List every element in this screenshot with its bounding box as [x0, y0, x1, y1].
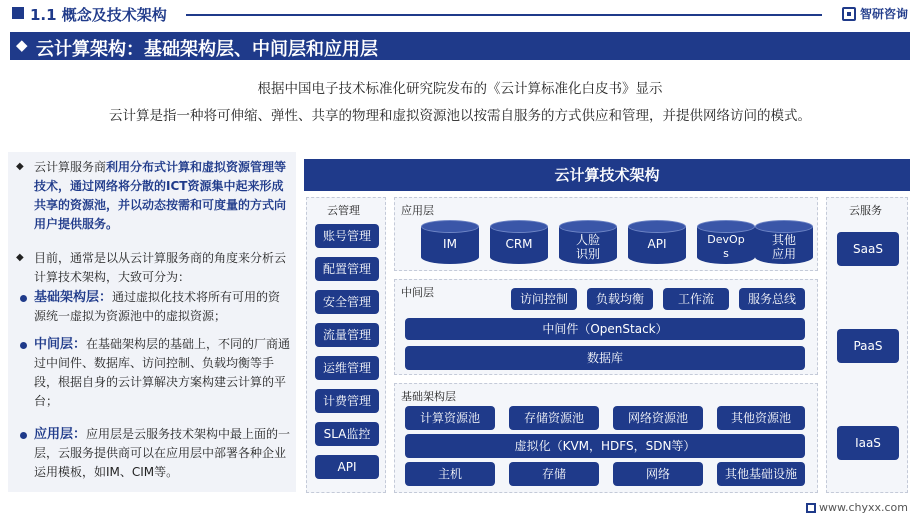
architecture-diagram: [304, 159, 910, 495]
mgmt-item: 配置管理: [315, 257, 379, 281]
term-mid-layer: 中间层：: [34, 337, 87, 352]
mid-layer-box: [394, 279, 818, 375]
mgmt-column: [306, 197, 386, 493]
resource-pool: 存储资源池: [509, 406, 599, 430]
bullet-dot-icon: [20, 432, 27, 439]
mgmt-item: 计费管理: [315, 389, 379, 413]
bullet-dot-icon: [20, 295, 27, 302]
hardware-item: 其他基础设施: [717, 462, 805, 486]
base-layer-box: [394, 383, 818, 493]
brand-name: 智研咨询: [859, 7, 908, 21]
bullet-dot-icon: [20, 342, 27, 349]
middleware-bar: 中间件（OpenStack）: [405, 318, 805, 340]
mgmt-item: 安全管理: [315, 290, 379, 314]
mid-item: 工作流: [663, 288, 729, 310]
virtualization-bar: 虚拟化（KVM，HDFS，SDN等）: [405, 434, 805, 458]
app-cylinder: [697, 220, 755, 264]
app-layer-label: 应用层: [401, 204, 434, 217]
item-mid-layer: [34, 335, 292, 411]
app-cylinder-label: CRM: [505, 237, 533, 251]
services-column: [826, 197, 908, 493]
term-app-layer: 应用层：: [34, 427, 87, 442]
mid-item: 访问控制: [511, 288, 577, 310]
intro-line-2: 云计算是指一种将可伸缩、弹性、共享的物理和虚拟资源池以按需自服务的方式供应和管理，并提供网络访问的模式。: [109, 108, 811, 124]
app-cylinder-label: IM: [443, 237, 457, 251]
app-cylinder: [421, 220, 479, 264]
brand-logo-icon: [842, 7, 856, 21]
section-marker: [12, 7, 24, 19]
mid-layer-label: 中间层: [401, 286, 434, 299]
app-cylinder-label: DevOp s: [707, 233, 745, 260]
page-title: 云计算架构：基础架构层、中间层和应用层: [36, 39, 378, 60]
app-cylinder: [755, 220, 813, 264]
services-label: 云服务: [849, 204, 882, 217]
item-app-layer: [34, 425, 292, 482]
app-cylinder: [559, 220, 617, 264]
diamond-bullet-icon: ◆: [16, 252, 24, 263]
p1-highlight: 利用分布式计算和虚拟资源管理等技术，通过网络将分散的ICT资源集中起来形成共享的资源池，并以动态按需和可度量的方式向用户提供服务。: [34, 160, 287, 231]
brand: [842, 5, 908, 22]
top-bar: [0, 0, 920, 28]
desc-base-layer: 通过虚拟化技术将所有可用的资源统一虚拟为资源池中的虚拟资源；: [34, 290, 281, 323]
resource-pool: 网络资源池: [613, 406, 703, 430]
app-cylinder-label: 人脸 识别: [575, 233, 600, 261]
service-saas: SaaS: [837, 232, 899, 266]
hardware-item: 存储: [509, 462, 599, 486]
footer-url: www.chyxx.com: [818, 501, 908, 514]
mgmt-item: SLA监控: [315, 422, 379, 446]
app-cylinder-label: 其他 应用: [771, 233, 796, 261]
mgmt-item: 流量管理: [315, 323, 379, 347]
database-bar: 数据库: [405, 346, 805, 370]
hardware-item: 网络: [613, 462, 703, 486]
diamond-bullet-icon: ◆: [16, 161, 24, 172]
app-layer-box: [394, 197, 818, 271]
paragraph-1: [34, 158, 290, 234]
desc-mid-layer: 在基础架构层的基础上，不同的厂商通过中间件、数据库、访问控制、负载均衡等手段，根据自身的云计算解决方案构建云计算的平台；: [34, 337, 291, 408]
section-heading: 1.1 概念及技术架构: [30, 6, 167, 24]
mid-item: 负载均衡: [587, 288, 653, 310]
base-layer-label: 基础架构层: [401, 390, 456, 403]
item-base-layer: [34, 288, 292, 326]
hardware-item: 主机: [405, 462, 495, 486]
desc-app-layer: 应用层是云服务技术架构中最上面的一层，云服务提供商可以在应用层中部署各种企业运用模板，如IM、CIM等。: [34, 427, 291, 479]
intro-line-1: 根据中国电子技术标准化研究院发布的《云计算标准化白皮书》显示: [257, 81, 663, 97]
footer: [806, 501, 908, 514]
footer-logo-icon: [806, 503, 816, 513]
service-iaas: IaaS: [837, 426, 899, 460]
term-base-layer: 基础架构层：: [34, 290, 113, 305]
mgmt-item: API: [315, 455, 379, 479]
diagram-title: 云计算技术架构: [304, 159, 910, 191]
mid-item: 服务总线: [739, 288, 805, 310]
left-text-panel: [8, 152, 296, 492]
resource-pool: 其他资源池: [717, 406, 805, 430]
p1-prefix: 云计算服务商: [34, 160, 107, 174]
header-rule: [186, 14, 822, 16]
paragraph-2: 目前，通常是以从云计算服务商的角度来分析云计算技术架构，大致可分为：: [34, 251, 287, 284]
mgmt-item: 账号管理: [315, 224, 379, 248]
mgmt-item: 运维管理: [315, 356, 379, 380]
app-cylinder: [490, 220, 548, 264]
app-cylinder-label: API: [647, 237, 667, 251]
service-paas: PaaS: [837, 329, 899, 363]
title-band: [10, 32, 910, 60]
app-cylinder: [628, 220, 686, 264]
mgmt-label: 云管理: [327, 204, 360, 217]
diamond-icon: ◆: [16, 36, 28, 54]
resource-pool: 计算资源池: [405, 406, 495, 430]
